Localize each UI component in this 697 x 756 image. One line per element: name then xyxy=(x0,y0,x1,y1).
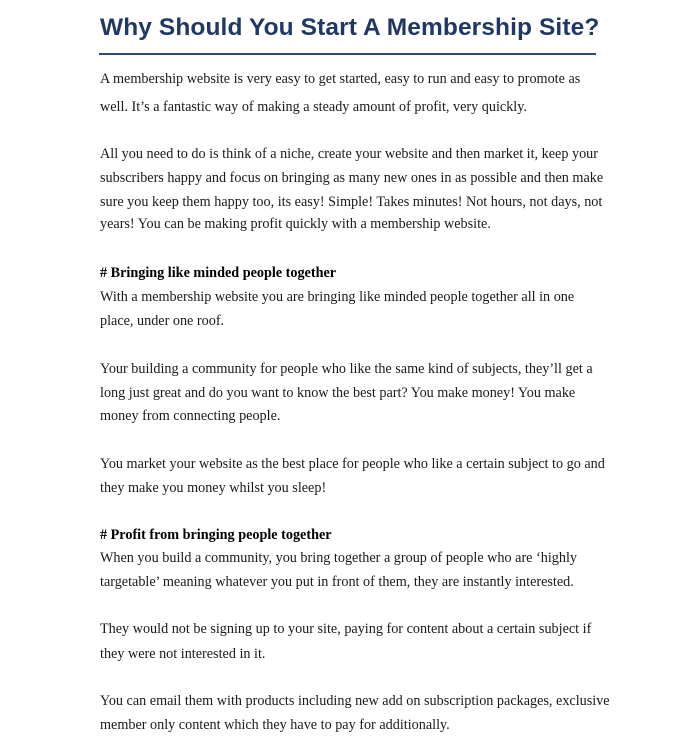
paragraph-line: A membership website is very easy to get started, easy to run and easy to promote as xyxy=(100,71,581,87)
paragraph-line: they make you money whilst you sleep! xyxy=(100,480,327,496)
paragraph-line: long just great and do you want to know the best part? You make money! You make xyxy=(100,385,576,401)
document-title: Why Should You Start A Membership Site? xyxy=(100,14,600,41)
paragraph-line: sure you keep them happy too, its easy! Simple! Takes minutes! Not hours, not days, not xyxy=(100,194,603,210)
paragraph-line: years! You can be making profit quickly with a membership website. xyxy=(100,216,491,232)
paragraph-line: money from connecting people. xyxy=(100,408,281,424)
paragraph-line: they were not interested in it. xyxy=(100,646,266,662)
paragraph-line: All you need to do is think of a niche, create your website and then market it, keep your xyxy=(100,146,598,162)
paragraph-line: When you build a community, you bring together a group of people who are ‘highly xyxy=(100,550,578,566)
paragraph-line: You market your website as the best place for people who like a certain subject to go and xyxy=(100,456,605,472)
paragraph-line: subscribers happy and focus on bringing as many new ones in as possible and then make xyxy=(100,170,604,186)
paragraph-line: They would not be signing up to your site, paying for content about a certain subject if xyxy=(100,621,592,637)
paragraph-line: targetable’ meaning whatever you put in front of them, they are instantly interested. xyxy=(100,574,574,590)
paragraph-line: You can email them with products including new add on subscription packages, exclusive xyxy=(100,693,610,709)
paragraph-line: member only content which they have to pay for additionally. xyxy=(100,717,450,733)
section-heading: # Profit from bringing people together xyxy=(100,527,332,543)
section-heading: # Bringing like minded people together xyxy=(100,265,337,281)
paragraph-line: well. It’s a fantastic way of making a steady amount of profit, very quickly. xyxy=(100,99,527,115)
title-underline xyxy=(99,53,596,55)
paragraph-line: With a membership website you are bringing like minded people together all in one xyxy=(100,289,575,305)
paragraph-line: Your building a community for people who like the same kind of subjects, they’ll get a xyxy=(100,361,593,377)
paragraph-line: place, under one roof. xyxy=(100,313,225,329)
